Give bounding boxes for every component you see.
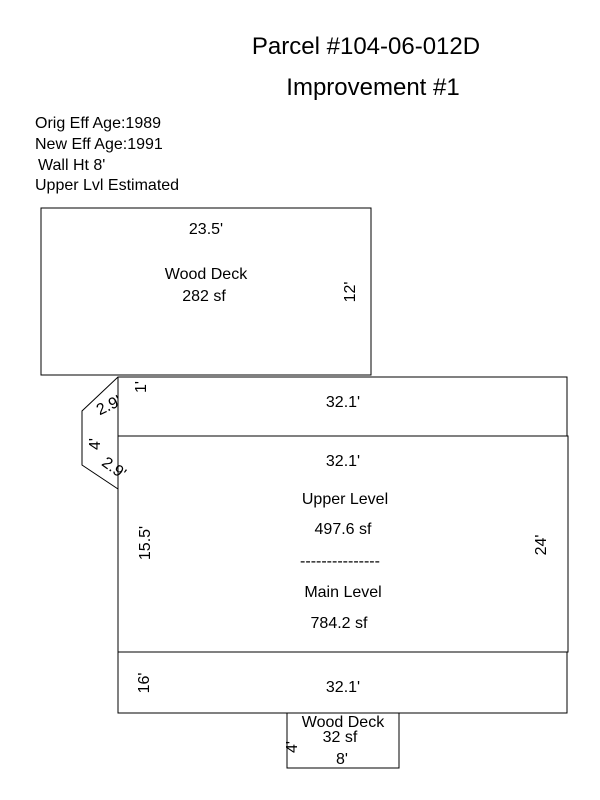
dwelling-upper-width: 32.1' xyxy=(325,453,361,470)
wood-deck-top-area: 282 sf xyxy=(182,288,226,305)
wood-deck-bottom-area: 32 sf xyxy=(322,729,358,746)
upper-level-name: Upper Level xyxy=(301,491,389,508)
dwelling-left-side: 15.5' xyxy=(137,525,154,561)
bay-top-edge-label: 1' xyxy=(133,381,150,393)
wood-deck-bottom-name: Wood Deck xyxy=(301,714,385,731)
wood-deck-top-width: 23.5' xyxy=(188,221,224,238)
new-eff-age-note: New Eff Age:1991 xyxy=(35,136,163,153)
bay-lower-diagonal-label: 2.9' xyxy=(98,454,129,483)
bay-upper-diagonal-label: 2.9' xyxy=(93,392,125,420)
wood-deck-bottom-depth: 4' xyxy=(284,741,301,753)
wood-deck-top-name: Wood Deck xyxy=(164,266,248,283)
parcel-title: Parcel #104-06-012D xyxy=(251,33,481,60)
upper-level-estimated-note: Upper Lvl Estimated xyxy=(35,177,180,194)
dwelling-lower-band-width: 32.1' xyxy=(325,679,361,696)
level-separator: --------------- xyxy=(300,553,380,570)
orig-eff-age-note: Orig Eff Age:1989 xyxy=(35,115,162,132)
improvement-title: Improvement #1 xyxy=(286,74,460,101)
upper-level-area: 497.6 sf xyxy=(314,521,372,538)
wood-deck-top-depth: 12' xyxy=(342,281,359,303)
main-level-area: 784.2 sf xyxy=(310,615,368,632)
dwelling-right-side: 24' xyxy=(533,534,550,556)
dwelling-top-band-width: 32.1' xyxy=(325,394,361,411)
bay-side-label: 4' xyxy=(87,438,104,450)
main-level-name: Main Level xyxy=(304,584,382,601)
wood-deck-bottom-width: 8' xyxy=(336,751,348,768)
wall-height-note: Wall Ht 8' xyxy=(38,157,106,174)
dwelling-lower-band-depth: 16' xyxy=(136,672,153,694)
